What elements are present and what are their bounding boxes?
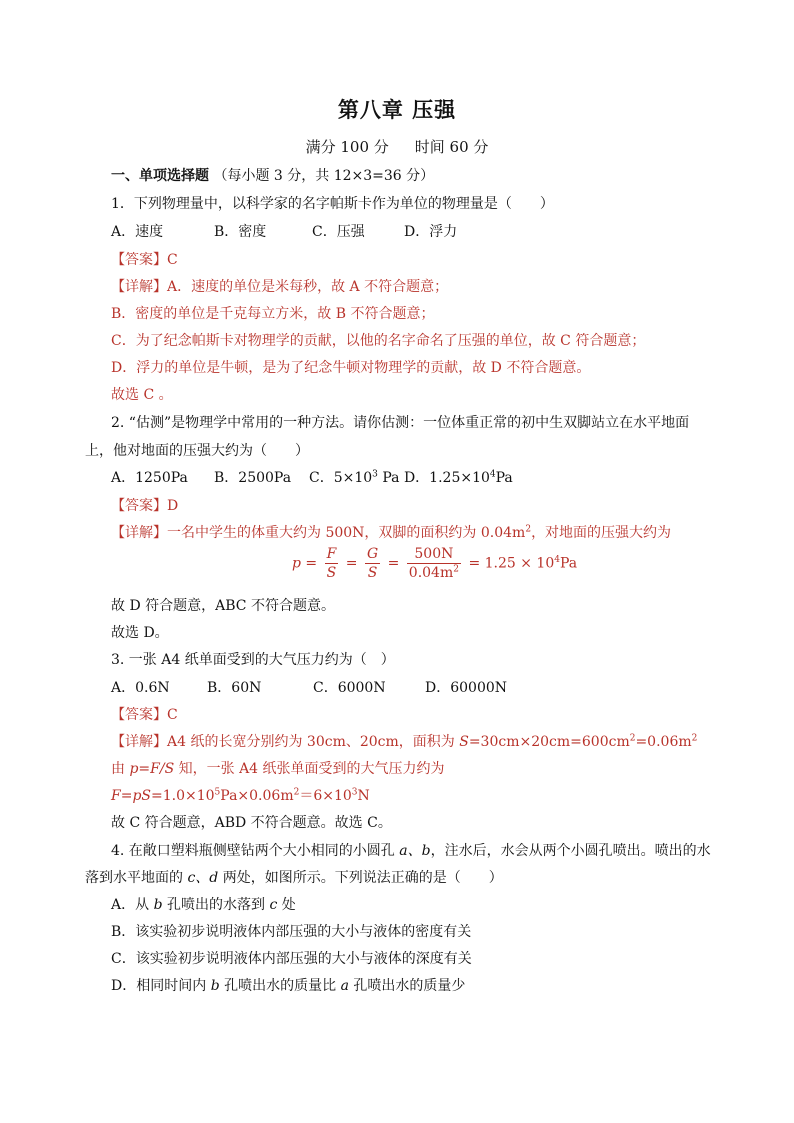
q3-stem: 3. 一张 A4 纸单面受到的大气压力约为（ ） xyxy=(111,652,395,668)
section-heading xyxy=(111,167,434,185)
q1-option-d: D．浮力 xyxy=(404,224,458,240)
q1-detail-b: B．密度的单位是千克每立方米，故 B 不符合题意； xyxy=(111,306,435,322)
fraction-values: $\frac{500N}{0.04m^2}$ xyxy=(408,546,459,581)
q4-stem-line2: 落到水平地面的 c、d 两处，如图所示。下列说法正确的是（ ） xyxy=(85,870,503,886)
answer-tag: 【答案】 xyxy=(111,252,167,268)
exam-info xyxy=(0,136,794,157)
answer-value: C xyxy=(167,252,178,268)
q2-option-b: B．2500Pa xyxy=(214,470,292,486)
section-note: （每小题 3 分，共 12×3=36 分） xyxy=(213,168,435,184)
q3-detail-2: 由 p=F/S 知，一张 A4 纸张单面受到的大气压力约为 xyxy=(111,761,445,777)
q2-option-d: D．$1.25\times 10^4Pa$ xyxy=(403,469,513,486)
q2-pressure-formula: p = $\frac{F}{S}$ = $\frac{G}{S}$ = $\frac{500N}{0.04m^2}$ = $1.25 \times 10^4Pa$ xyxy=(292,546,578,581)
q1-option-a: A．速度 xyxy=(111,224,164,240)
q3-detail-3: $F=pS=1.0\times 10^5Pa\times 0.06m^2=6\times 10^3N$ xyxy=(111,787,370,804)
section-title: 一、单项选择题 xyxy=(111,168,209,184)
answer-value: C xyxy=(167,707,178,723)
q2-options xyxy=(111,469,513,487)
q3-conclusion: 故 C 符合题意，ABD 不符合题意。故选 C。 xyxy=(111,815,392,831)
q2-conclusion-1: 故 D 符合题意，ABC 不符合题意。 xyxy=(111,598,335,614)
q4-option-b: B．该实验初步说明液体内部压强的大小与液体的密度有关 xyxy=(111,924,472,940)
q1-answer xyxy=(111,251,178,269)
q1-options xyxy=(111,223,457,241)
full-score: 满分 100 分 xyxy=(305,138,389,156)
q4-stem-line1: 4. 在敞口塑料瓶侧壁钻两个大小相同的小圆孔 a、b，注水后，水会从两个小圆孔喷出。喷出的水 xyxy=(111,843,711,859)
q3-options xyxy=(111,679,507,697)
q1-option-c: C．压强 xyxy=(312,224,365,240)
q3-option-d: D．60000N xyxy=(425,680,508,696)
q1-detail-d: D．浮力的单位是牛顿，是为了纪念牛顿对物理学的贡献，故 D 不符合题意。 xyxy=(111,360,591,376)
q1-detail-c: C．为了纪念帕斯卡对物理学的贡献，以他的名字命名了压强的单位，故 C 符合题意； xyxy=(111,333,646,349)
detail-tag: 【详解】 xyxy=(111,525,167,541)
q3-detail-1: 【详解】A4 纸的长宽分别约为 30cm、20cm，面积为 $S=30cm\times 20cm=600cm^2=0.06m^2$ xyxy=(111,733,698,750)
q1-detail-a xyxy=(111,278,448,296)
q4-option-a: A．从 b 孔喷出的水落到 c 处 xyxy=(111,897,296,913)
detail-tag: 【详解】 xyxy=(111,279,167,295)
q2-detail: 【详解】一名中学生的体重大约为 500N，双脚的面积约为 $0.04m^2$，对地面的压强大约为 xyxy=(111,524,672,541)
q4-option-d: D．相同时间内 b 孔喷出水的质量比 a 孔喷出水的质量少 xyxy=(111,978,466,994)
q3-option-a: A．0.6N xyxy=(111,680,170,696)
detail-tag: 【详解】 xyxy=(111,734,167,750)
fraction-f-over-s: $\frac{F}{S}$ xyxy=(326,546,337,581)
fraction-g-over-s: $\frac{G}{S}$ xyxy=(366,546,379,581)
q2-option-c: C．$5\times 10^3$ Pa xyxy=(309,469,400,486)
page-title: 第八章 压强 xyxy=(337,97,457,122)
q2-stem-line1: 2. “估测”是物理学中常用的一种方法。请你估测：一位体重正常的初中生双脚站立在水平地面 xyxy=(111,415,690,431)
q1-stem: 1．下列物理量中，以科学家的名字帕斯卡作为单位的物理量是（ ） xyxy=(111,196,554,212)
answer-value: D xyxy=(167,498,179,514)
q2-conclusion-2: 故选 D。 xyxy=(111,625,169,641)
time-limit: 时间 60 分 xyxy=(414,138,489,156)
q2-option-a: A．1250Pa xyxy=(111,470,188,486)
q3-answer xyxy=(111,706,178,724)
q3-option-b: B．60N xyxy=(207,680,262,696)
q3-option-c: C．6000N xyxy=(313,680,386,696)
q2-stem-line2: 上，他对地面的压强大约为（ ） xyxy=(85,443,309,459)
q2-answer xyxy=(111,497,178,515)
q1-option-b: B．密度 xyxy=(214,224,267,240)
answer-tag: 【答案】 xyxy=(111,498,167,514)
q4-option-c: C．该实验初步说明液体内部压强的大小与液体的深度有关 xyxy=(111,951,472,967)
answer-tag: 【答案】 xyxy=(111,707,167,723)
detail-text: A．速度的单位是米每秒，故 A 不符合题意； xyxy=(167,279,449,295)
q1-conclusion: 故选 C 。 xyxy=(111,387,173,403)
